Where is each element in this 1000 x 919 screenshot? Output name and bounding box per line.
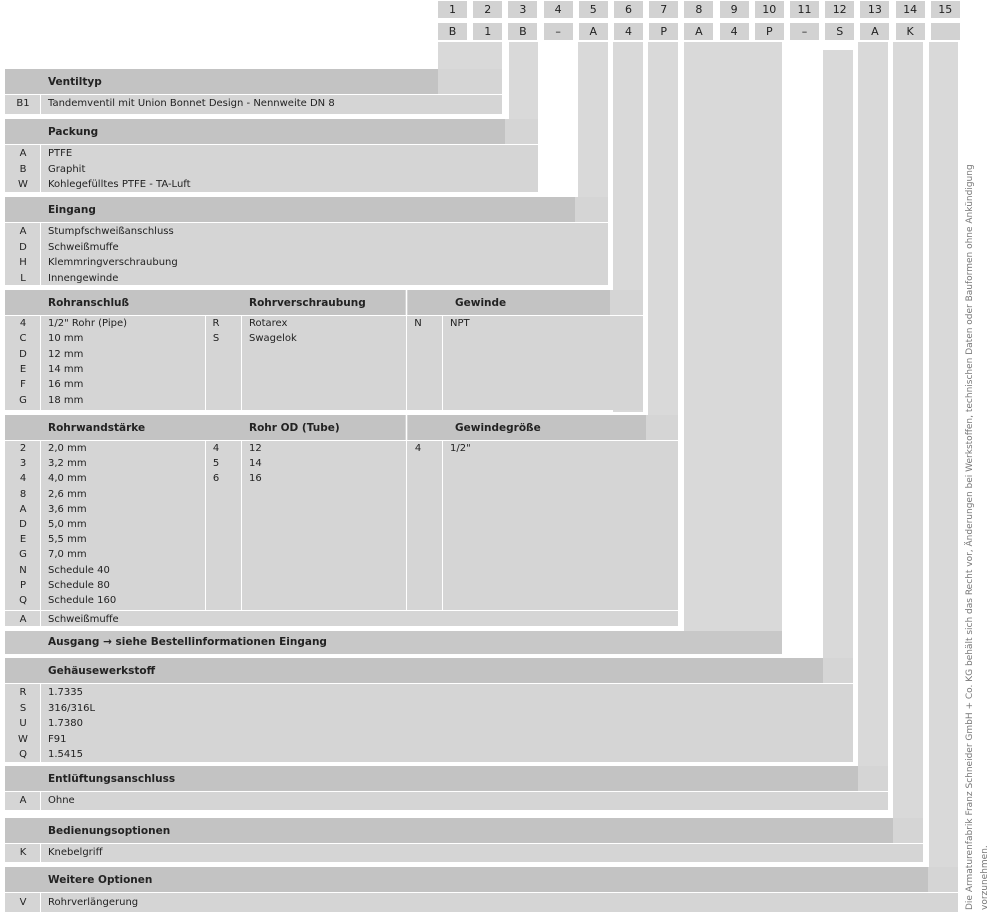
- position-number-cell: 10: [755, 1, 784, 18]
- order-code-cell: B: [438, 23, 467, 40]
- order-code-cell: S: [825, 23, 854, 40]
- position-number-cell: 12: [825, 1, 854, 18]
- entlueftung-section: Entlüftungsanschluss A Ohne: [5, 766, 888, 810]
- bedienung-title: Bedienungsoptionen: [48, 825, 171, 837]
- order-code-cell: A: [684, 23, 713, 40]
- order-code-cell: P: [649, 23, 678, 40]
- rohrwandstaerke-section: Rohrwandstärke Rohr OD (Tube) Gewindegröße 2 2,0 mm 3 3,2 mm 4 4,0 mm 8 2,6 mm A 3,6 mm D 5,0 mm E 5,5 mm G 7,0 mm N Schedule 40 P Schedule 80 Q Schedule 160 4 12 5 14 6 16 4 1/2" A Schweißmuffe: [5, 415, 678, 626]
- section-header: [5, 766, 858, 791]
- position-number-cell: 8: [684, 1, 713, 18]
- rohranschluss-title: Rohranschluß: [48, 297, 130, 309]
- order-code-cell: B: [508, 23, 537, 40]
- position-number-cell: 6: [614, 1, 643, 18]
- position-number-cell: 15: [931, 1, 960, 18]
- position-number-cell: 14: [896, 1, 925, 18]
- rohrwandstaerke-title: Rohrwandstärke: [48, 422, 146, 434]
- position-number-cell: 5: [579, 1, 608, 18]
- section-header: [5, 69, 438, 94]
- entlueftung-title: Entlüftungsanschluss: [48, 773, 176, 785]
- bedienung-section: Bedienungsoptionen K Knebelgriff: [5, 818, 923, 862]
- connector-col-13: [858, 42, 888, 810]
- section-header: [408, 290, 610, 315]
- ausgang-title: Ausgang → siehe Bestellinformationen Eingang: [48, 636, 327, 648]
- gewinde-title: Gewinde: [455, 297, 507, 309]
- position-number-cell: 13: [860, 1, 889, 18]
- eingang-title: Eingang: [48, 204, 96, 216]
- disclaimer-note: [935, 30, 995, 910]
- rohrverschraubung-title: Rohrverschraubung: [249, 297, 366, 309]
- gewindegroesse-title: Gewindegröße: [455, 422, 541, 434]
- rohranschluss-section: Rohranschluß Rohrverschraubung Gewinde 4 1/2" Rohr (Pipe) C 10 mm D 12 mm E 14 mm F 16 mm G 18 mm R Rotarex S Swagelok N NPT: [5, 290, 643, 410]
- section-header: [5, 658, 823, 683]
- rohr-od-title: Rohr OD (Tube): [249, 422, 340, 434]
- order-code-cell: 4: [614, 23, 643, 40]
- gehaeusewerkstoff-title: Gehäusewerkstoff: [48, 665, 156, 677]
- disclaimer-line-2: vorzunehmen.: [980, 845, 990, 910]
- section-header: [5, 867, 928, 892]
- section-header: [5, 197, 575, 222]
- weitere-section: Weitere Optionen V Rohrverlängerung: [5, 867, 958, 912]
- position-number-cell: 3: [508, 1, 537, 18]
- ausgang-section: [5, 631, 782, 654]
- ventiltyp-title: Ventiltyp: [48, 76, 102, 88]
- connector-col-14: [893, 42, 923, 862]
- connector-col-12: [823, 50, 853, 762]
- position-number-cell: 1: [438, 1, 467, 18]
- order-code-cell: A: [860, 23, 889, 40]
- section-header: [5, 818, 893, 843]
- order-code-cell: 1: [473, 23, 502, 40]
- packung-section: Packung A PTFE B Graphit W Kohlegefülltes PTFE - TA-Luft: [5, 119, 538, 192]
- section-header: [5, 415, 405, 440]
- weitere-title: Weitere Optionen: [48, 874, 153, 886]
- order-code-cell: –: [790, 23, 819, 40]
- position-number-cell: 2: [473, 1, 502, 18]
- section-header: [5, 119, 505, 144]
- position-number-cell: 11: [790, 1, 819, 18]
- eingang-section: Eingang A Stumpfschweißanschluss D Schweißmuffe H Klemmringverschraubung L Innengewinde: [5, 197, 608, 285]
- section-header: [5, 290, 405, 315]
- connector-col-8-10: [684, 42, 782, 654]
- order-code-cell: P: [755, 23, 784, 40]
- position-number-cell: 4: [544, 1, 573, 18]
- order-code-cell: –: [544, 23, 573, 40]
- ventiltyp-section: Ventiltyp B1 Tandemventil mit Union Bonnet Design - Nennweite DN 8: [5, 69, 502, 114]
- section-header: [5, 631, 782, 654]
- gehaeusewerkstoff-section: Gehäusewerkstoff R 1.7335 S 316/316L U 1.7380 W F91 Q 1.5415: [5, 658, 853, 762]
- connector-col-1-3: [438, 42, 502, 70]
- order-code-cell: A: [579, 23, 608, 40]
- order-code-cell: K: [896, 23, 925, 40]
- packung-title: Packung: [48, 126, 99, 138]
- order-code-cell: 4: [720, 23, 749, 40]
- position-number-cell: 9: [720, 1, 749, 18]
- position-number-cell: 7: [649, 1, 678, 18]
- section-header: [408, 415, 646, 440]
- disclaimer-line-1: Die Armaturenfabrik Franz Schneider GmbH + Co. KG behält sich das Recht vor, Änderungen bei Werkstoffen, technischen Daten oder Bauformen ohne Ankündigung: [965, 164, 975, 910]
